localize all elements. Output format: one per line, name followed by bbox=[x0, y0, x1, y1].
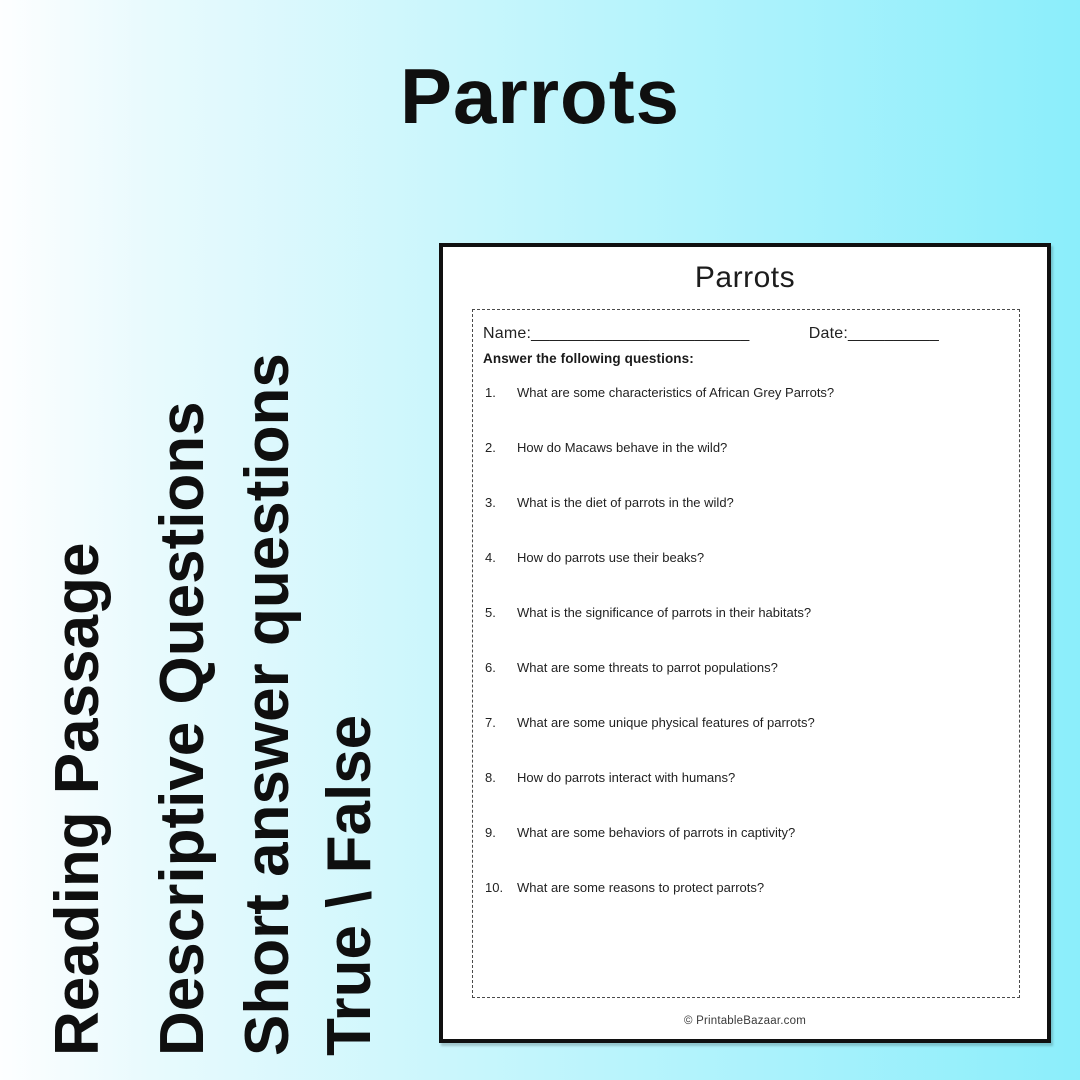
date-blank-line: __________ bbox=[848, 325, 939, 342]
question-number: 10. bbox=[485, 880, 504, 895]
question-item bbox=[483, 439, 1009, 457]
worksheet-dashed-border-box bbox=[472, 309, 1020, 998]
question-number: 8. bbox=[485, 770, 496, 785]
question-item bbox=[483, 879, 1009, 897]
question-text: What is the significance of parrots in their habitats? bbox=[517, 605, 812, 620]
question-number: 2. bbox=[485, 440, 496, 455]
question-number: 1. bbox=[485, 385, 496, 400]
question-item bbox=[483, 604, 1009, 622]
questions-list bbox=[483, 384, 1009, 897]
question-text: What are some reasons to protect parrots? bbox=[517, 880, 765, 895]
question-text: What are some threats to parrot populations? bbox=[517, 660, 778, 675]
name-label: Name: bbox=[483, 325, 532, 342]
date-label: Date: bbox=[808, 325, 849, 342]
question-number: 4. bbox=[485, 550, 496, 565]
name-group bbox=[483, 322, 750, 346]
instruction-text: Answer the following questions: bbox=[483, 351, 694, 366]
question-item bbox=[483, 384, 1009, 402]
worksheet-page-title: Parrots bbox=[694, 261, 796, 294]
question-number: 6. bbox=[485, 660, 496, 675]
question-number: 3. bbox=[485, 495, 496, 510]
question-item bbox=[483, 769, 1009, 787]
side-label-true-false: True \ False bbox=[315, 714, 384, 1056]
question-text: What are some characteristics of African Grey Parrots? bbox=[517, 385, 835, 400]
name-date-row bbox=[483, 322, 1009, 346]
question-text: How do Macaws behave in the wild? bbox=[517, 440, 728, 455]
side-label-short-answer-questions: Short answer questions bbox=[233, 353, 302, 1056]
name-blank-line: ________________________ bbox=[531, 325, 750, 342]
question-text: What are some unique physical features of parrots? bbox=[517, 715, 815, 730]
question-number: 9. bbox=[485, 825, 496, 840]
question-item bbox=[483, 824, 1009, 842]
question-number: 5. bbox=[485, 605, 496, 620]
copyright-footer: © PrintableBazaar.com bbox=[684, 1015, 806, 1027]
side-label-descriptive-questions: Descriptive Questions bbox=[148, 401, 217, 1056]
hero-title: Parrots bbox=[399, 52, 681, 140]
question-item bbox=[483, 714, 1009, 732]
question-item bbox=[483, 494, 1009, 512]
question-text: What is the diet of parrots in the wild? bbox=[517, 495, 734, 510]
question-text: How do parrots interact with humans? bbox=[517, 770, 736, 785]
worksheet-page bbox=[439, 243, 1051, 1043]
question-item bbox=[483, 659, 1009, 677]
date-group bbox=[809, 322, 939, 346]
side-label-reading-passage: Reading Passage bbox=[43, 542, 112, 1056]
question-text: How do parrots use their beaks? bbox=[517, 550, 705, 565]
question-text: What are some behaviors of parrots in captivity? bbox=[517, 825, 796, 840]
question-item bbox=[483, 549, 1009, 567]
question-number: 7. bbox=[485, 715, 496, 730]
